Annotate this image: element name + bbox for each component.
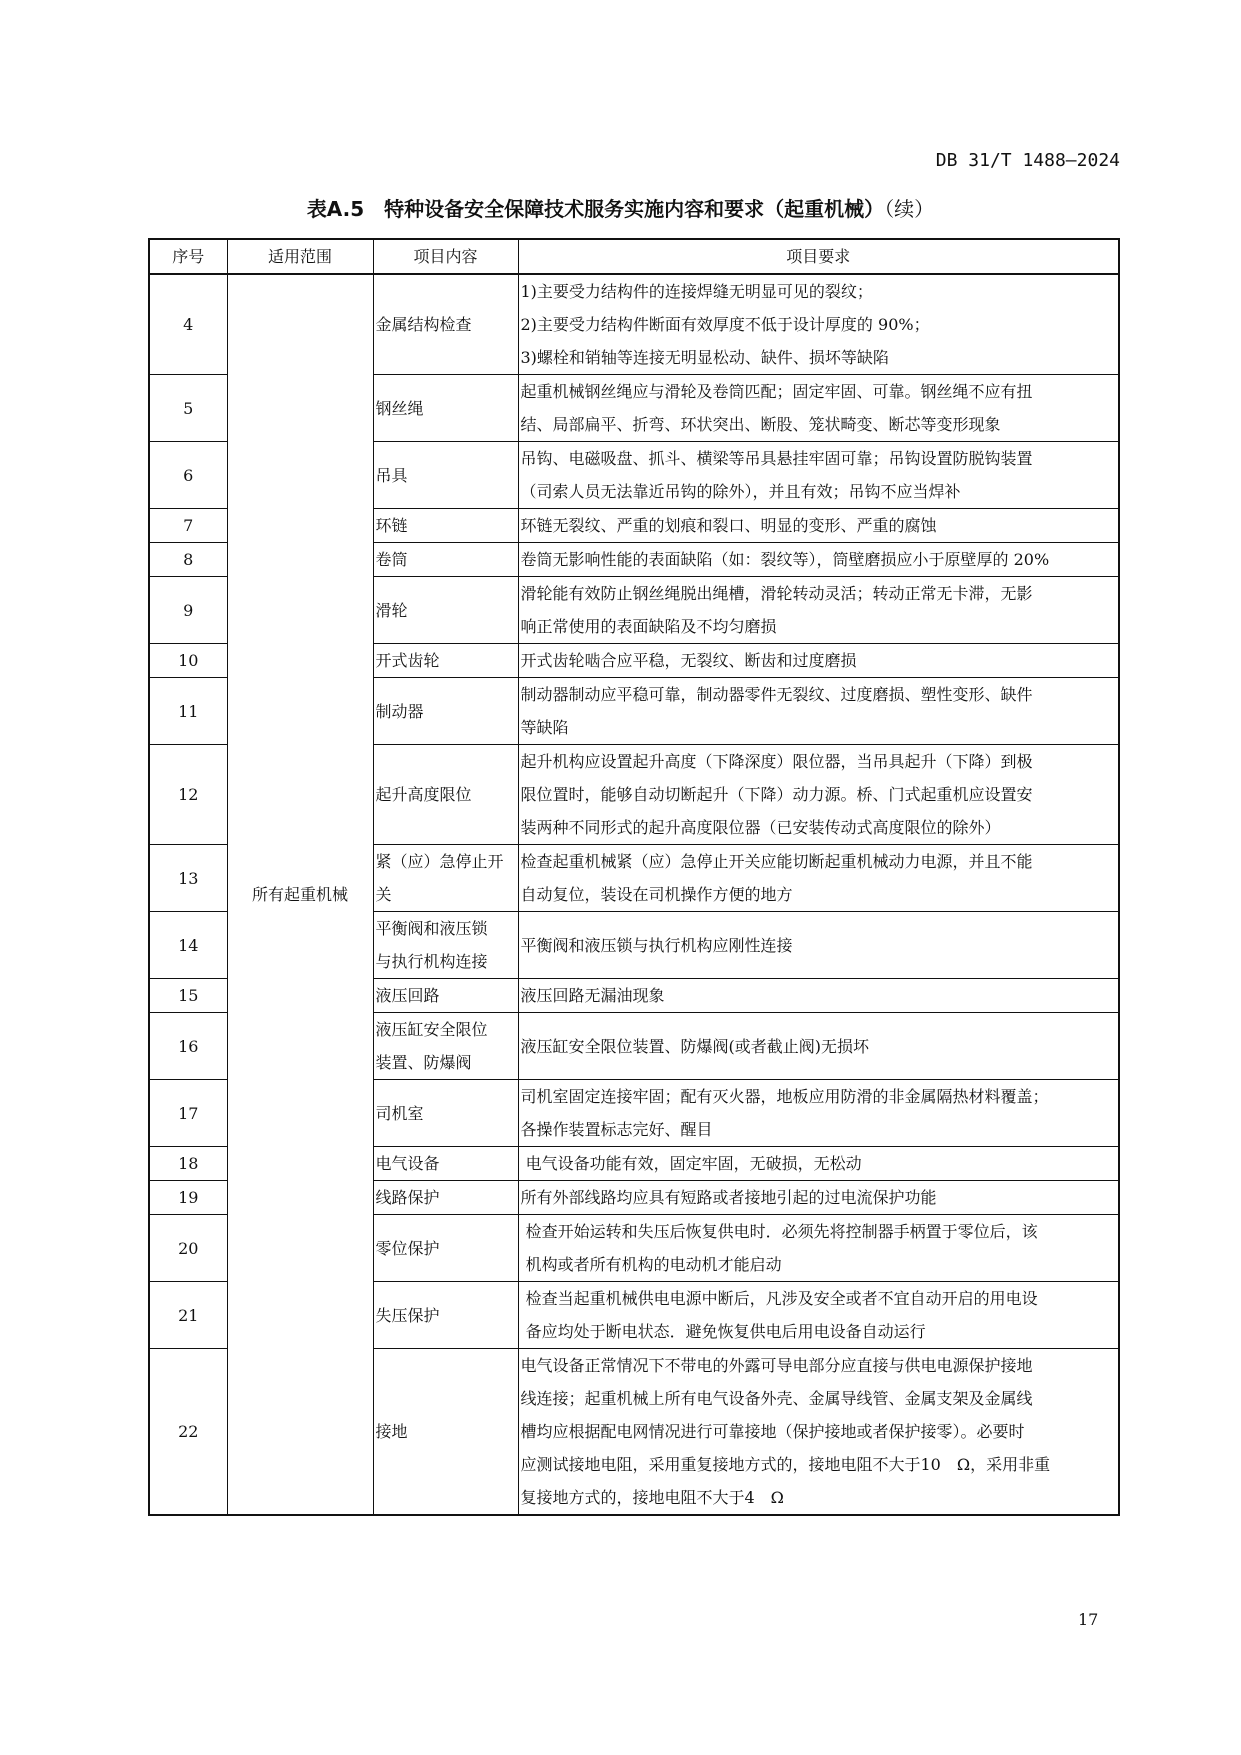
item-line: 平衡阀和液压锁 (375, 919, 488, 938)
cell-item (373, 979, 518, 1013)
item-line: 起升高度限位 (375, 785, 472, 804)
cell-seq: 14 (149, 912, 227, 979)
item-line: 卷筒 (375, 550, 408, 569)
requirement-line: （司索人员无法靠近吊钩的除外），并且有效；吊钩不应当焊补 (520, 482, 961, 501)
requirement-line: 检查起重机械紧（应）急停止开关应能切断起重机械动力电源，并且不能 (520, 852, 1033, 871)
requirement-line: 平衡阀和液压锁与执行机构应刚性连接 (520, 935, 793, 955)
requirement-line: 复接地方式的，接地电阻不大于4 Ω (520, 1488, 784, 1507)
requirement-line: 电气设备正常情况下不带电的外露可导电部分应直接与供电电源保护接地 (520, 1356, 1033, 1375)
cell-item (373, 912, 518, 979)
cell-requirement (518, 745, 1119, 845)
requirement-line: 制动器制动应平稳可靠，制动器零件无裂纹、过度磨损、塑性变形、缺件 (520, 685, 1033, 704)
requirement-line: 所有外部线路均应具有短路或者接地引起的过电流保护功能 (520, 1188, 937, 1207)
table-row (149, 274, 1119, 375)
item-line: 金属结构检查 (375, 315, 472, 334)
column-header-seq: 序号 (149, 239, 227, 274)
table-title-continued: （续） (884, 197, 935, 221)
requirement-line: 装两种不同形式的起升高度限位器（已安装传动式高度限位的除外） (520, 818, 1001, 837)
requirement-line: 吊钩、电磁吸盘、抓斗、横梁等吊具悬挂牢固可靠；吊钩设置防脱钩装置 (520, 449, 1033, 468)
item-line: 制动器 (375, 701, 424, 721)
cell-item (373, 442, 518, 509)
cell-item (373, 1147, 518, 1181)
item-line: 环链 (375, 516, 408, 535)
requirement-line: 电气设备功能有效，固定牢固，无破损，无松动 (520, 1154, 862, 1173)
requirement-line: 滑轮能有效防止钢丝绳脱出绳槽，滑轮转动灵活；转动正常无卡滞，无影 (520, 584, 1033, 603)
cell-seq: 20 (149, 1215, 227, 1282)
table-header-row (149, 239, 1119, 274)
item-line: 紧（应）急停止开 (375, 852, 504, 871)
column-header-scope: 适用范围 (227, 239, 373, 274)
requirement-line: 3)螺栓和销轴等连接无明显松动、缺件、损坏等缺陷 (520, 348, 889, 367)
requirement-line: 限位置时，能够自动切断起升（下降）动力源。桥、门式起重机应设置安 (520, 785, 1033, 804)
cell-requirement (518, 1282, 1119, 1349)
cell-seq: 10 (149, 644, 227, 678)
cell-item (373, 577, 518, 644)
cell-requirement (518, 1080, 1119, 1147)
cell-seq: 7 (149, 509, 227, 543)
cell-item (373, 1181, 518, 1215)
cell-requirement (518, 577, 1119, 644)
item-line: 开式齿轮 (375, 651, 440, 670)
cell-requirement (518, 1349, 1119, 1516)
page-number: 17 (1078, 1610, 1099, 1629)
cell-requirement (518, 678, 1119, 745)
item-line: 接地 (375, 1422, 408, 1441)
cell-item (373, 644, 518, 678)
cell-seq: 9 (149, 577, 227, 644)
item-line: 零位保护 (375, 1238, 440, 1258)
requirement-line: 2)主要受力结构件断面有效厚度不低于设计厚度的 90%； (520, 315, 930, 334)
requirement-line: 机构或者所有机构的电动机才能启动 (520, 1255, 782, 1274)
requirement-line: 检查当起重机械供电电源中断后，凡涉及安全或者不宜自动开启的用电设 (520, 1289, 1038, 1308)
requirements-table (148, 238, 1120, 1516)
requirement-line: 备应均处于断电状态．避免恢复供电后用电设备自动运行 (520, 1322, 926, 1341)
requirement-line: 开式齿轮啮合应平稳，无裂纹、断齿和过度磨损 (520, 651, 857, 670)
requirement-line: 应测试接地电阻，采用重复接地方式的，接地电阻不大于10 Ω，采用非重 (520, 1455, 1051, 1474)
cell-requirement (518, 644, 1119, 678)
cell-seq: 19 (149, 1181, 227, 1215)
table-title (0, 193, 1241, 222)
cell-requirement (518, 274, 1119, 375)
cell-item (373, 1080, 518, 1147)
requirement-line: 起重机械钢丝绳应与滑轮及卷筒匹配；固定牢固、可靠。钢丝绳不应有扭 (520, 382, 1033, 401)
cell-item (373, 678, 518, 745)
requirement-line: 自动复位，装设在司机操作方便的地方 (520, 885, 793, 904)
cell-seq: 8 (149, 543, 227, 577)
cell-seq: 11 (149, 678, 227, 745)
requirement-line: 液压缸安全限位装置、防爆阀(或者截止阀)无损坏 (520, 1036, 869, 1056)
cell-requirement (518, 375, 1119, 442)
cell-seq: 18 (149, 1147, 227, 1181)
item-line: 电气设备 (375, 1154, 440, 1173)
cell-item (373, 1215, 518, 1282)
item-line: 失压保护 (375, 1305, 440, 1325)
requirement-line: 各操作装置标志完好、醒目 (520, 1120, 713, 1139)
column-header-item: 项目内容 (373, 239, 518, 274)
column-header-requirement: 项目要求 (518, 239, 1119, 274)
item-line: 吊具 (375, 465, 408, 485)
item-line: 液压缸安全限位 (375, 1020, 488, 1039)
cell-seq: 16 (149, 1013, 227, 1080)
requirement-line: 检查开始运转和失压后恢复供电时．必须先将控制器手柄置于零位后，该 (520, 1222, 1038, 1241)
item-line: 钢丝绳 (375, 398, 424, 418)
requirement-line: 液压回路无漏油现象 (520, 986, 665, 1005)
cell-item (373, 543, 518, 577)
cell-seq: 13 (149, 845, 227, 912)
cell-seq: 17 (149, 1080, 227, 1147)
cell-requirement (518, 509, 1119, 543)
cell-item (373, 745, 518, 845)
cell-item (373, 509, 518, 543)
requirement-line: 等缺陷 (520, 718, 569, 737)
item-line: 滑轮 (375, 600, 408, 620)
item-line: 司机室 (375, 1103, 424, 1123)
cell-requirement (518, 543, 1119, 577)
cell-item (373, 1013, 518, 1080)
requirement-line: 司机室固定连接牢固；配有灭火器，地板应用防滑的非金属隔热材料覆盖； (520, 1087, 1049, 1106)
requirement-line: 起升机构应设置起升高度（下降深度）限位器，当吊具起升（下降）到极 (520, 752, 1033, 771)
requirement-line: 响正常使用的表面缺陷及不均匀磨损 (520, 617, 777, 636)
cell-requirement (518, 845, 1119, 912)
cell-seq: 21 (149, 1282, 227, 1349)
cell-seq: 6 (149, 442, 227, 509)
cell-seq: 15 (149, 979, 227, 1013)
requirement-line: 槽均应根据配电网情况进行可靠接地（保护接地或者保护接零）。必要时 (520, 1422, 1025, 1441)
cell-item (373, 1349, 518, 1516)
cell-seq: 4 (149, 274, 227, 375)
cell-scope: 所有起重机械 (227, 274, 373, 1515)
item-line: 关 (375, 885, 392, 904)
cell-requirement (518, 442, 1119, 509)
cell-item (373, 845, 518, 912)
cell-item (373, 1282, 518, 1349)
item-line: 与执行机构连接 (375, 952, 488, 971)
cell-seq: 12 (149, 745, 227, 845)
cell-requirement (518, 1215, 1119, 1282)
cell-requirement (518, 1013, 1119, 1080)
item-line: 线路保护 (375, 1188, 440, 1207)
requirement-line: 环链无裂纹、严重的划痕和裂口、明显的变形、严重的腐蚀 (520, 516, 937, 535)
requirement-line: 1)主要受力结构件的连接焊缝无明显可见的裂纹； (520, 282, 873, 301)
document-number: DB 31/T 1488—2024 (935, 150, 1120, 171)
table-title-main: 表A.5 特种设备安全保障技术服务实施内容和要求（起重机械） (306, 197, 885, 221)
requirement-line: 卷筒无影响性能的表面缺陷（如：裂纹等），筒壁磨损应小于原壁厚的 20% (520, 550, 1050, 569)
cell-requirement (518, 1181, 1119, 1215)
cell-seq: 22 (149, 1349, 227, 1516)
item-line: 装置、防爆阀 (375, 1053, 472, 1072)
requirement-line: 线连接；起重机械上所有电气设备外壳、金属导线管、金属支架及金属线 (520, 1389, 1033, 1408)
requirement-line: 结、局部扁平、折弯、环状突出、断股、笼状畸变、断芯等变形现象 (520, 415, 1001, 434)
cell-item (373, 274, 518, 375)
cell-requirement (518, 1147, 1119, 1181)
item-line: 液压回路 (375, 986, 440, 1005)
cell-item (373, 375, 518, 442)
cell-requirement (518, 912, 1119, 979)
cell-requirement (518, 979, 1119, 1013)
cell-seq: 5 (149, 375, 227, 442)
